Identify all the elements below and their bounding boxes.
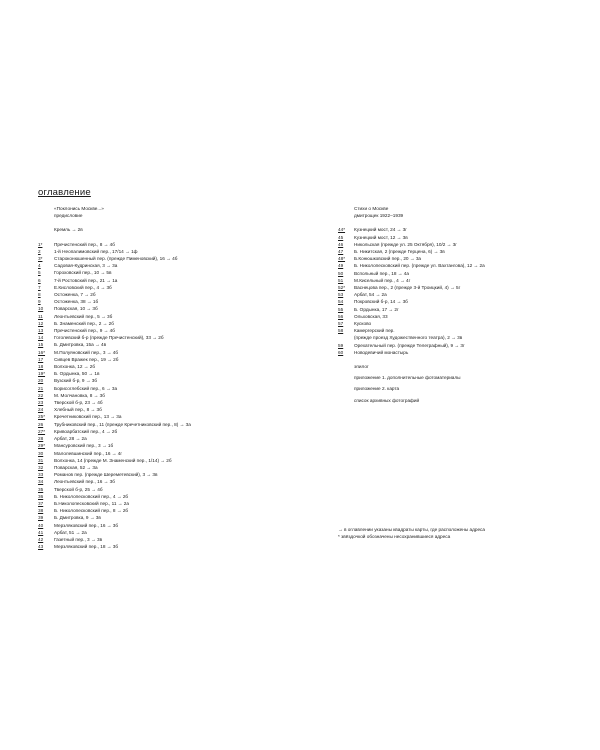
toc-entry <box>38 500 300 507</box>
entry-address: Б. Николопесковский пер., 8 → 2б <box>54 508 129 514</box>
toc-entry <box>38 457 300 464</box>
toc-entry <box>38 305 300 312</box>
toc-entry <box>38 486 300 493</box>
entry-address: Леонтьевский пер., 5 → 3б <box>54 313 113 319</box>
entry-number: 25* <box>38 414 46 420</box>
entry-number: 1* <box>38 241 43 247</box>
entry-number: 45 <box>338 234 344 240</box>
entry-number: 10 <box>38 306 44 312</box>
toc-entry <box>338 320 568 327</box>
toc-entry <box>38 284 300 291</box>
entry-number: 13 <box>38 328 44 334</box>
entry-address: Пречистенский пер., 8 → 4б <box>54 241 115 247</box>
entry-address: Б.Конюшковский пер., 20 → 3а <box>354 256 422 262</box>
entry-address: Арбат, 54 → 2а <box>354 292 387 298</box>
toc-entry <box>38 291 300 298</box>
entry-number: 35 <box>38 486 44 492</box>
entry-number: 36 <box>38 493 44 499</box>
entry-address: Б. Николопесковский пер. (прежде ул. Вахтангова), 12 → 2а <box>354 263 485 269</box>
entry-number: 60 <box>338 349 344 355</box>
toc-entry <box>38 428 300 435</box>
toc-entry <box>38 269 300 276</box>
entry-address: Никольская (прежде ул. 25 Октября), 10/2 → 3г <box>354 241 457 247</box>
entry-address: Газетный пер., 3 → 3в <box>54 536 103 542</box>
entry-number: 30 <box>38 450 44 456</box>
entry-number: 40 <box>38 522 44 528</box>
entry-number: 31 <box>38 457 44 463</box>
entry-number: 26 <box>38 421 44 427</box>
toc-entry <box>38 450 300 457</box>
entry-address: М. Молчановка, 8 → 3б <box>54 392 105 398</box>
toc-entry <box>338 291 568 298</box>
entry-number: 48* <box>338 256 346 262</box>
entry-address: Кречетниковский пер., 13 → 3а <box>54 414 122 420</box>
entry-number: 9 <box>38 299 41 305</box>
intro-line: «Поклонись Москве...» <box>54 206 104 211</box>
entry-number: 44* <box>338 227 346 233</box>
entry-number: 14 <box>38 335 44 341</box>
entry-number: 22 <box>38 392 44 398</box>
left-entry-list <box>38 241 300 551</box>
entry-number: 52* <box>338 285 346 291</box>
entry-number: 17 <box>38 356 44 362</box>
right-entry-list <box>338 226 568 356</box>
entry-number: 3* <box>38 256 43 262</box>
entry-number: 4 <box>38 263 41 269</box>
entry-address: Б. Ордынка, 50 → 1в <box>54 371 100 377</box>
toc-entry <box>38 334 300 341</box>
entry-address: Романов пер. (прежде Шереметевский), 3 → 3в <box>54 472 158 478</box>
entry-number: 57 <box>338 321 344 327</box>
toc-entry <box>38 370 300 377</box>
entry-address: Б. Никитская, 2 (прежде Герцена, 6) → 3в <box>354 249 445 255</box>
entry-address: Мерзляковский пер., 18 → 3б <box>54 544 119 550</box>
entry-address: Малолевшинский пер., 16 → 4г <box>54 450 123 456</box>
entry-number: 53 <box>338 292 344 298</box>
entry-number: 7 <box>38 284 41 290</box>
entry-address: М.Кисельный пер., 4 → 4г <box>354 277 411 283</box>
toc-entry <box>38 507 300 514</box>
entry-number: 18 <box>38 364 44 370</box>
entry-address: Хлебный пер., 8 → 3б <box>54 407 102 413</box>
toc-entry <box>38 255 300 262</box>
footnote: * звёздочкой обозначены несохранившиеся адреса <box>338 534 451 540</box>
entry-address: Садовая-Кудринская, 3 → 3а <box>54 263 118 269</box>
entry-address: Мерзляковский пер., 16 → 3б <box>54 522 119 528</box>
entry-number: 46 <box>338 241 344 247</box>
entry-address: Мансуровский пер., 3 → 1б <box>54 443 114 449</box>
entry-number <box>338 334 354 341</box>
toc-entry <box>338 270 568 277</box>
entry-address: Остоженка, 38 → 1б <box>54 299 99 305</box>
toc-entry <box>38 298 300 305</box>
toc-right-column <box>338 205 568 404</box>
toc-entry <box>338 226 568 233</box>
toc-entry <box>338 306 568 313</box>
toc-entry <box>38 262 300 269</box>
entry-number: 41 <box>38 529 44 535</box>
toc-entry <box>38 248 300 255</box>
toc-entry <box>338 334 568 341</box>
toc-entry <box>38 413 300 420</box>
entry-address: Арбат, 51 → 2а <box>54 529 87 535</box>
entry-address: Б.Николопесковский пер., 11 → 2а <box>54 500 129 506</box>
entry-number: 50 <box>338 270 344 276</box>
entry-number: 59 <box>338 342 344 348</box>
entry-number: 33 <box>38 472 44 478</box>
toc-entry <box>338 241 568 248</box>
entry-address: Кузнецкий мост, 24 → 3г <box>354 227 407 233</box>
toc-entry <box>38 327 300 334</box>
toc-entry <box>338 255 568 262</box>
appendix-item: эпилог <box>354 364 369 370</box>
toc-entry <box>38 529 300 536</box>
toc-entry <box>38 356 300 363</box>
entry-number: 47 <box>338 249 344 255</box>
intro-line: Стихи о Москве <box>354 206 389 211</box>
entry-number: 39 <box>38 515 44 521</box>
toc-entry <box>38 435 300 442</box>
toc-entry <box>38 493 300 500</box>
appendix-item: приложение 1. дополнительные фотоматериалы <box>354 375 461 381</box>
entry-number: 28 <box>38 436 44 442</box>
toc-entry <box>38 277 300 284</box>
toc-entry <box>338 284 568 291</box>
entry-number: 58 <box>338 328 344 334</box>
toc-entry <box>38 514 300 521</box>
entry-address: Б. Дмитровка, 9 → 3в <box>54 515 101 521</box>
toc-entry <box>38 543 300 550</box>
left-intro <box>38 205 300 219</box>
appendix-item: список архивных фотографий <box>354 397 420 403</box>
entry-address: Тверской б-р, 25 → 4б <box>54 486 103 492</box>
entry-number: 11 <box>38 313 43 319</box>
entry-number: 6 <box>38 277 41 283</box>
entry-number: 5 <box>38 270 41 276</box>
toc-entry <box>38 392 300 399</box>
toc-entry <box>38 522 300 529</box>
entry-address: Староконюшенный пер. (прежде Пименовский), 16 → 4б <box>54 256 178 262</box>
footnotes <box>338 526 485 540</box>
entry-address: Борисоглебский пер., 6 → 3а <box>54 385 118 391</box>
entry-address: Б. Знаменский пер., 2 → 2б <box>54 320 114 326</box>
entry-number: 54 <box>338 299 344 305</box>
toc-entry <box>38 320 300 327</box>
entry-address: Камергерский пер. <box>354 328 395 334</box>
entry-number: 20 <box>38 378 44 384</box>
toc-left-column <box>38 205 300 550</box>
entry-address: Вузский б-р, 9 → 3б <box>54 378 98 384</box>
toc-entry <box>38 471 300 478</box>
toc-entry <box>38 536 300 543</box>
footnote: → в оглавлении указаны квадраты карты, где расположены адреса <box>338 527 485 532</box>
entry-number: 27* <box>38 428 46 434</box>
entry-address: Б. Ордынка, 17 → 2г <box>354 306 399 312</box>
entry-number: 29* <box>38 443 46 449</box>
toc-entry <box>338 298 568 305</box>
toc-entry <box>38 464 300 471</box>
entry-address: Волхонка, 12 → 2б <box>54 364 96 370</box>
toc-entry <box>38 377 300 384</box>
entry-number: 49 <box>338 263 344 269</box>
toc-entry <box>338 349 568 356</box>
entry-address: Сивцев Вражек пер., 19 → 2б <box>54 356 119 362</box>
toc-entry <box>38 421 300 428</box>
entry-address: Поварская, 10 → 3б <box>54 306 98 312</box>
entry-address: М.Полуяновский пер., 3 → 4б <box>54 349 119 355</box>
toc-entry <box>338 327 568 334</box>
toc-entry <box>338 342 568 349</box>
appendix-item: приложение 2. карта <box>354 386 400 392</box>
entry-address: Б. Дмитровка, 15а → 4в <box>54 342 107 348</box>
entry-address: Поварская, 52 → 3а <box>54 464 98 470</box>
entry-number: 38 <box>38 508 44 514</box>
entry-address: Остоженка, 7 → 2б <box>54 292 96 298</box>
entry-number: 51 <box>338 277 344 283</box>
entry-address: Покровский б-р, 14 → 3б <box>354 299 408 305</box>
entry-address: Васнецова пер., 2 (прежде 3-й Троицкий, 4) → 5г <box>354 285 461 291</box>
kremlin-entry: Кремль → 2в <box>54 227 83 233</box>
entry-number: 43 <box>38 544 44 550</box>
entry-address: Е.Кисловский пер., 4 → 3б <box>54 284 112 290</box>
toc-entry <box>38 313 300 320</box>
toc-entry <box>338 248 568 255</box>
entry-number: 21 <box>38 385 44 391</box>
entry-number: 19* <box>38 371 46 377</box>
entry-address: Пречистенский пер., 9 → 4б <box>54 328 115 334</box>
toc-entry <box>38 241 300 248</box>
entry-address: Волхонка, 14 (прежде М. Знаменский пер., 1/14) → 2б <box>54 457 172 463</box>
toc-entry <box>38 341 300 348</box>
entry-number: 15 <box>38 342 44 348</box>
entry-address: 7-й Ростовский пер., 21 → 1а <box>54 277 118 283</box>
entry-number: 32 <box>38 464 44 470</box>
entry-address: Орехательный пер. (прежде Телеграфный), 9 → 3г <box>354 342 465 348</box>
entry-address: Арбат, 28 → 2а <box>54 436 87 442</box>
intro-line: предисловие <box>54 213 83 219</box>
entry-number: 23 <box>38 400 44 406</box>
toc-entry <box>38 363 300 370</box>
entry-number: 8 <box>38 292 41 298</box>
entry-number: 34 <box>38 479 44 485</box>
entry-address: Тверской б-р, 23 → 4б <box>54 400 103 406</box>
entry-address: Трубниковский пер., 11 (прежде Кречетниковский пер., 8) → 3а <box>54 421 191 427</box>
entry-address: Гороховский пер., 10 → 5в <box>54 270 112 276</box>
entry-number: 2 <box>38 248 41 254</box>
entry-number: 42 <box>38 536 44 542</box>
toc-entry <box>338 277 568 284</box>
toc-entry <box>338 234 568 241</box>
toc-entry <box>38 399 300 406</box>
entry-number: 56 <box>338 313 344 319</box>
right-intro <box>338 205 568 219</box>
entry-address: Гоголевский б-р (прежде Пречистенский), 33 → 2б <box>54 335 164 341</box>
entry-address: Б. Николопесковский пер., 4 → 2б <box>54 493 129 499</box>
entry-number: 55 <box>338 306 344 312</box>
entry-address: (прежде проезд Художественного театра), 2 → 3в <box>354 335 463 341</box>
entry-address: Леонтьевский пер., 16 → 3б <box>54 479 115 485</box>
entry-number: 16* <box>38 349 46 355</box>
entry-number: 37 <box>38 500 44 506</box>
entry-address: Кусково <box>354 321 372 327</box>
toc-entry <box>38 442 300 449</box>
toc-entry <box>38 385 300 392</box>
toc-entry <box>38 406 300 413</box>
page-title: оглавление <box>38 187 91 198</box>
entry-number: 12 <box>38 320 44 326</box>
toc-entry <box>38 478 300 485</box>
entry-address: Вспольный пер., 18 → 4а <box>354 270 409 276</box>
entry-address: Новодевичий монастырь <box>354 349 409 355</box>
entry-address: Кривоарбатский пер., 4 → 2б <box>54 428 118 434</box>
entry-number: 24 <box>38 407 44 413</box>
toc-entry <box>338 313 568 320</box>
entry-address: 1-й Неопалимовский пер., 17/14 → 1ф <box>54 248 138 254</box>
intro-line: дмитрощек 1922–1939 <box>354 213 404 219</box>
entry-address: Кузнецкий мост, 12 → 3в <box>354 234 408 240</box>
entry-address: Ольховская, 33 <box>354 313 388 319</box>
toc-entry <box>38 349 300 356</box>
toc-entry <box>338 262 568 269</box>
